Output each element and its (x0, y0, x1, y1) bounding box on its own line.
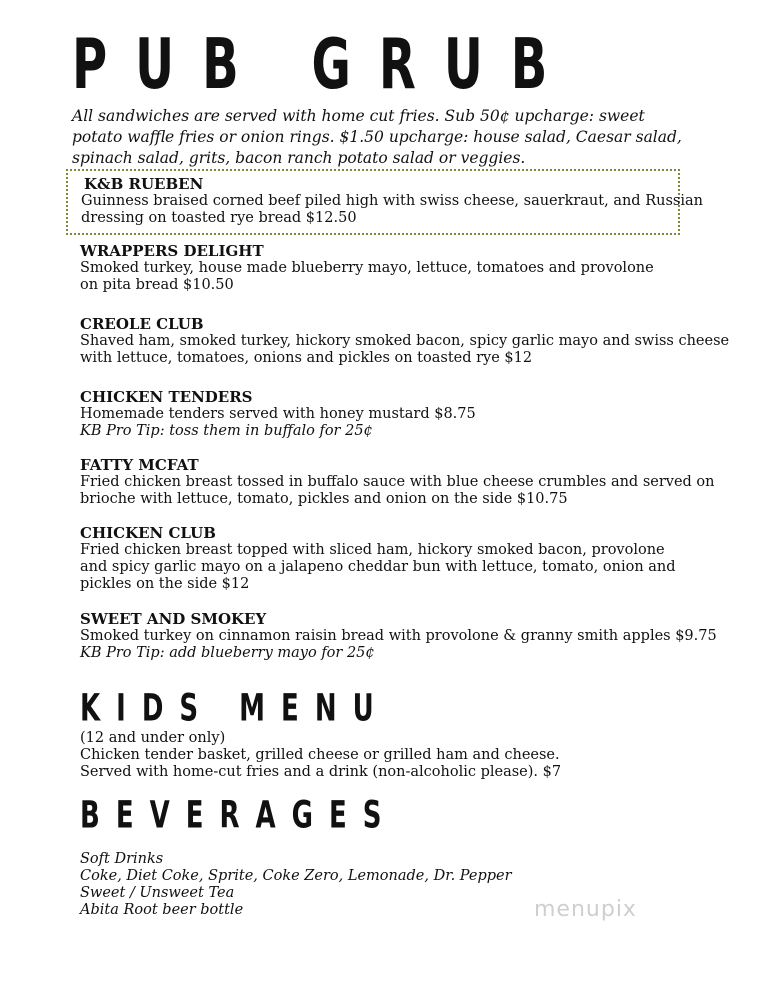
menu-item-fatty-mcfat (80, 456, 715, 508)
beverage-line: Coke, Diet Coke, Sprite, Coke Zero, Lemonade, Dr. Pepper (80, 868, 512, 884)
pro-tip: KB Pro Tip: add blueberry mayo for 25¢ (80, 645, 375, 661)
item-desc-line: Smoked turkey on cinnamon raisin bread with provolone & granny smith apples $9.75 (80, 628, 717, 644)
pub-grub-heading: PUB GRUB (72, 24, 576, 106)
kids-menu-heading: KIDS MENU (80, 687, 390, 731)
item-desc-line: and spicy garlic mayo on a jalapeno cheddar bun with lettuce, tomato, onion and (80, 559, 676, 575)
beverage-line: Abita Root beer bottle (80, 902, 244, 918)
kids-line: Served with home-cut fries and a drink (non-alcoholic please). $7 (80, 764, 562, 780)
item-name-kb-rueben: K&B RUEBEN (84, 175, 204, 193)
item-name: CHICKEN TENDERS (80, 388, 253, 406)
beverage-line: Soft Drinks (80, 851, 164, 867)
menu-item-chicken-club (80, 525, 680, 593)
menu-item-creole-club (80, 315, 730, 367)
item-name: CHICKEN CLUB (80, 524, 216, 542)
item-desc-kb-rueben (81, 193, 703, 227)
item-desc-line: pickles on the side $12 (80, 576, 250, 592)
item-desc-line: with lettuce, tomatoes, onions and pickles on toasted rye $12 (80, 350, 533, 366)
item-name: WRAPPERS DELIGHT (80, 242, 264, 260)
item-name: CREOLE CLUB (80, 315, 204, 333)
kids-line: (12 and under only) (80, 730, 226, 746)
menu-item-wrappers-delight (80, 243, 680, 294)
item-desc-line: on pita bread $10.50 (80, 277, 234, 293)
kids-menu-description (80, 730, 561, 781)
item-desc (80, 474, 715, 508)
item-desc-line: Shaved ham, smoked turkey, hickory smoked bacon, spicy garlic mayo and swiss cheese (80, 333, 730, 349)
menu-item-chicken-tenders (80, 389, 680, 440)
featured-item-box (66, 169, 703, 235)
item-desc-line: Fried chicken breast topped with sliced ham, hickory smoked bacon, provolone (80, 542, 665, 558)
menupix-watermark: menupix (534, 897, 637, 922)
item-name: SWEET AND SMOKEY (80, 610, 267, 628)
item-desc-line: Guinness braised corned beef piled high with swiss cheese, sauerkraut, and Russian (81, 193, 703, 209)
beverages-list (80, 851, 512, 919)
beverage-line: Sweet / Unsweet Tea (80, 885, 235, 901)
item-desc (80, 628, 717, 662)
item-desc-line: dressing on toasted rye bread $12.50 (81, 210, 357, 226)
beverages-heading: BEVERAGES (80, 794, 398, 838)
menu-item-sweet-and-smokey (80, 610, 717, 662)
intro-text: All sandwiches are served with home cut fries. Sub 50¢ upcharge: sweet potato waffle fries or onion rings. $1.50 upcharge: house salad, Caesar salad, spinach salad, grits, bacon ranch potato salad or veggies. (72, 107, 682, 167)
item-desc (80, 260, 680, 294)
item-desc-line: brioche with lettuce, tomato, pickles and onion on the side $10.75 (80, 491, 568, 507)
item-desc (80, 333, 730, 367)
kids-line: Chicken tender basket, grilled cheese or grilled ham and cheese. (80, 747, 560, 763)
item-desc-line: Fried chicken breast tossed in buffalo sauce with blue cheese crumbles and served on (80, 474, 715, 490)
item-name: FATTY MCFAT (80, 456, 199, 474)
item-desc (80, 406, 680, 440)
item-desc (80, 542, 680, 593)
item-desc-line: Smoked turkey, house made blueberry mayo, lettuce, tomatoes and provolone (80, 260, 654, 276)
pro-tip: KB Pro Tip: toss them in buffalo for 25¢ (80, 423, 373, 439)
item-desc-line: Homemade tenders served with honey mustard $8.75 (80, 406, 476, 422)
